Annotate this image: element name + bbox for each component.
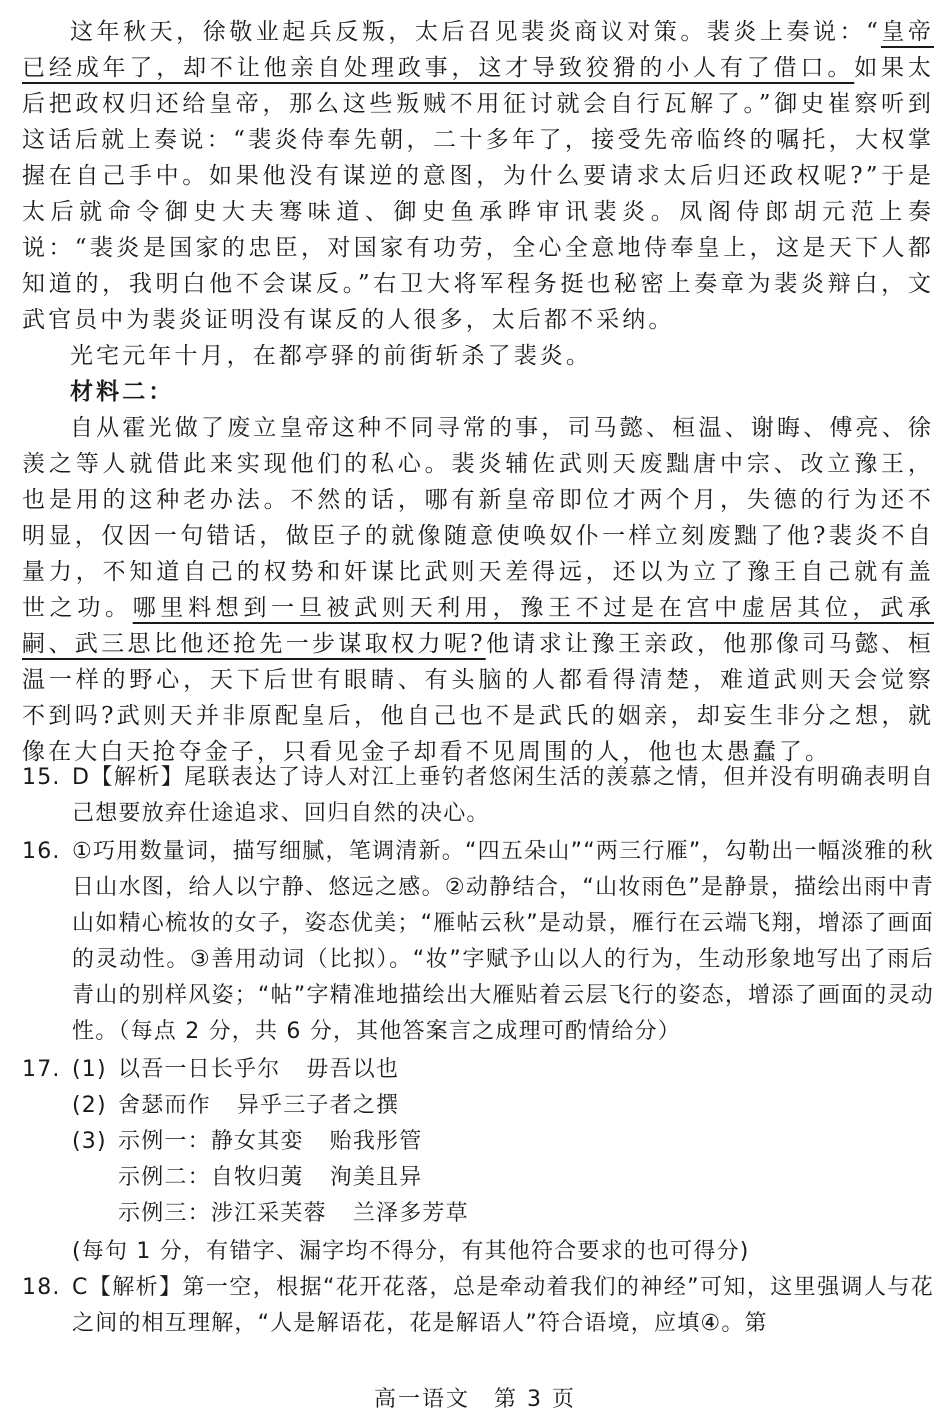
example-label: 示例三： — [118, 1201, 211, 1226]
answers-section — [22, 760, 934, 1344]
poem-line: 静女其娈 — [210, 1129, 304, 1154]
poem-line: 洵美且异 — [329, 1165, 423, 1190]
question-number: 17. — [22, 1057, 61, 1082]
answer-18 — [22, 1270, 934, 1342]
material-two-heading: 材料二： — [70, 379, 175, 405]
example-2 — [118, 1160, 934, 1196]
sub-answer-3 — [72, 1124, 934, 1160]
scoring-note: (每句 1 分，有错字、漏字均不得分，有其他符合要求的也可得分) — [72, 1239, 750, 1264]
translation-paragraph-3 — [22, 410, 934, 770]
poem-line: 毋吾以也 — [306, 1057, 400, 1082]
sub-number: (3) — [72, 1129, 107, 1154]
poem-line: 异乎三子者之撰 — [236, 1093, 400, 1118]
answer-text: ①巧用数量词，描写细腻，笔调清新。“四五朵山”“两三行雁”，勾勒出一幅淡雅的秋日山水图，给人以宁静、悠远之感。②动静结合，“山妆雨色”是静景，描绘出雨中青山如精心梳妆的女子，姿态优美；“雁帖云秋”是动景，雁行在云端飞翔，增添了画面的灵动性。③善用动词（比拟）。“妆”字赋予山以人的行为，生动形象地写出了雨后青山的别样风姿；“帖”字精准地描绘出大雁贴着云层飞行的姿态，增添了画面的灵动性。（每点 2 分，共 6 分，其他答案言之成理可酌情给分） — [72, 839, 934, 1044]
poem-line: 贻我彤管 — [329, 1129, 423, 1154]
translation-text: 如果太后把政权归还给皇帝，那么这些叛贼不用征讨就会自行瓦解了。”御史崔察听到这话后就上奏说：“裴炎侍奉先朝，二十多年了，接受先帝临终的嘱托，大权掌握在自己手中。如果他没有谋逆的意图，为什么要请求太后归还政权呢?”于是太后就命令御史大夫骞味道、御史鱼承晔审讯裴炎。凤阁侍郎胡元范上奏说：“裴炎是国家的忠臣，对国家有功劳，全心全意地侍奉皇上，这是天下人都知道的，我明白他不会谋反。”右卫大将军程务挺也秘密上奏章为裴炎辩白，文武官员中为裴炎证明没有谋反的人很多，太后都不采纳。 — [22, 55, 934, 333]
answer-16 — [22, 834, 934, 1050]
sub-answer-1 — [72, 1052, 934, 1088]
poem-line: 兰泽多芳草 — [352, 1201, 469, 1226]
translation-section — [22, 14, 934, 770]
poem-line: 涉江采芙蓉 — [210, 1201, 327, 1226]
example-3 — [118, 1196, 934, 1232]
question-number: 15. — [22, 765, 61, 790]
underlined-sentence: 哪里料想到一旦被武则天利用，豫王不过是在宫中虚居其位，武承嗣、武三思比他还抢先一步谋取权力呢? — [22, 595, 935, 657]
answer-15 — [22, 760, 934, 832]
answer-17 — [22, 1052, 934, 1232]
translation-text: 他请求让豫王亲政，他那像司马懿、桓温一样的野心，天下后世有眼睛、有头脑的人都看得清楚，难道武则天会觉察不到吗?武则天并非原配皇后，他自己也不是武氏的姻亲，却妄生非分之想，就像在大白天抢夺金子，只看见金子却看不见周围的人，他也太愚蠢了。 — [22, 631, 934, 765]
sub-number: (2) — [72, 1093, 107, 1118]
example-label: 示例二： — [118, 1165, 211, 1190]
translation-paragraph-2: 光宅元年十月，在都亭驿的前街斩杀了裴炎。 — [70, 343, 592, 369]
translation-text: 自从霍光做了废立皇帝这种不同寻常的事，司马懿、桓温、谢晦、傅亮、徐羡之等人就借此来实现他们的私心。裴炎辅佐武则天废黜唐中宗、改立豫王，也是用的这种老办法。不然的话，哪有新皇帝即位才两个月，失德的行为还不明显，仅因一句错话，做臣子的就像随意使唤奴仆一样立刻废黜了他?裴炎不自量力，不知道自己的权势和奸谋比武则天差得远，还以为立了豫王自己就有盖世之功。 — [22, 415, 934, 621]
question-number: 18. — [22, 1275, 61, 1300]
poem-line: 以吾一日长乎尔 — [118, 1057, 281, 1082]
translation-text: 这年秋天，徐敬业起兵反叛，太后召见裴炎商议对策。裴炎上奏说：“ — [70, 19, 881, 45]
poem-line: 自牧归荑 — [210, 1165, 304, 1190]
answer-17-body — [72, 1052, 934, 1232]
sub-number: (1) — [72, 1057, 107, 1082]
answer-text: C【解析】第一空，根据“花开花落，总是牵动着我们的神经”可知，这里强调人与花之间的相互理解，“人是解语花，花是解语人”符合语境，应填④。第 — [72, 1275, 934, 1336]
translation-paragraph-1 — [22, 14, 934, 338]
example-label: 示例一： — [118, 1129, 211, 1154]
poem-line: 舍瑟而作 — [118, 1093, 211, 1118]
sub-answer-2 — [72, 1088, 934, 1124]
underlined-sentence: 皇帝已经成年了，却不让他亲自处理政事，这才导致狡猾的小人有了借口。 — [22, 19, 935, 81]
page-footer: 高一语文 第 3 页 — [374, 1387, 576, 1412]
answer-text: D【解析】尾联表达了诗人对江上垂钓者悠闲生活的羡慕之情，但并没有明确表明自己想要放弃仕途追求、回归自然的决心。 — [72, 765, 934, 826]
question-number: 16. — [22, 839, 61, 864]
